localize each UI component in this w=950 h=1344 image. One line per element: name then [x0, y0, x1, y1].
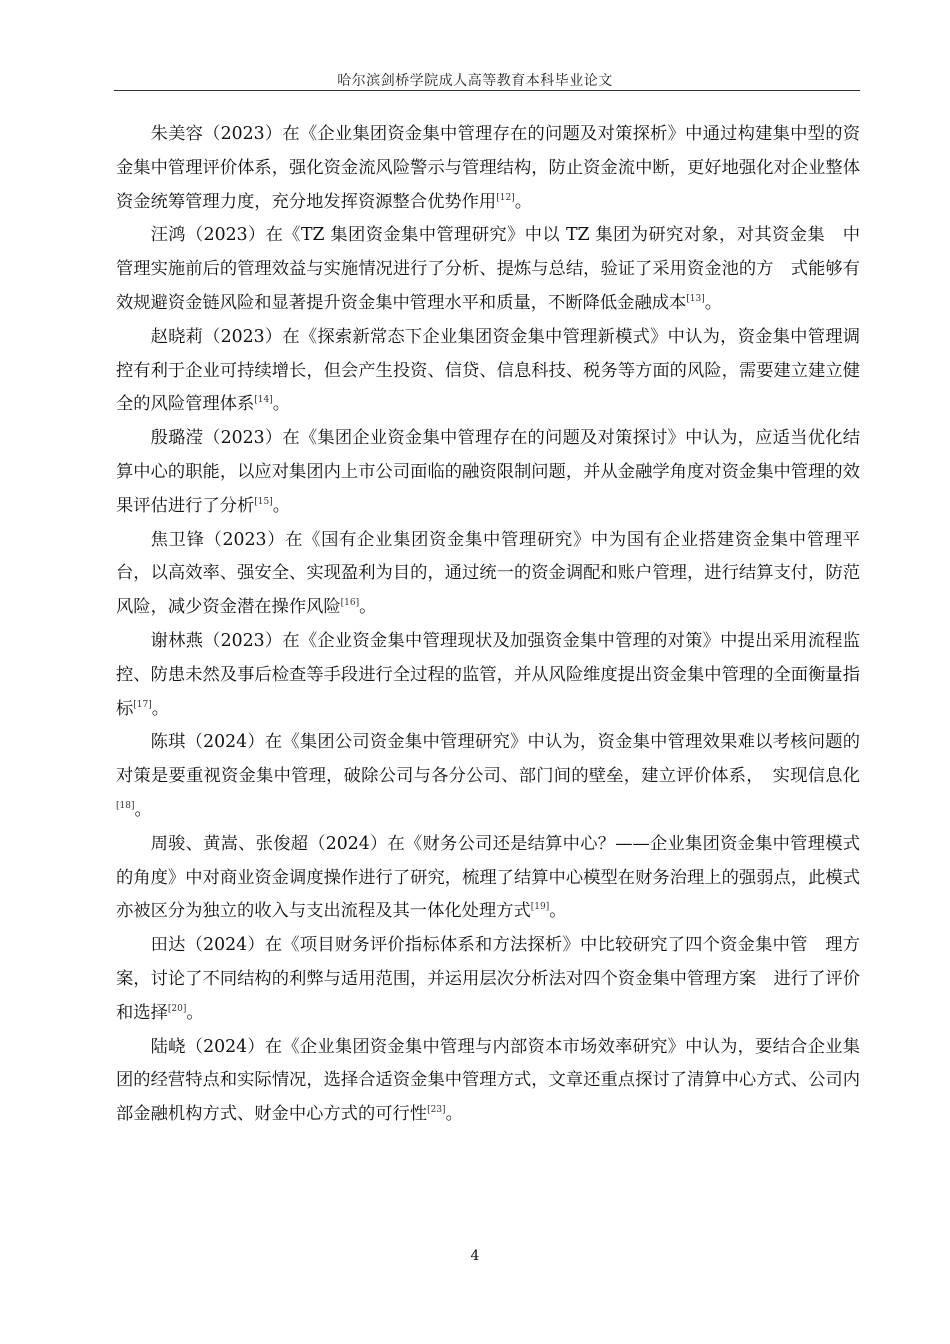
paragraph-text: 赵晓莉（2023）在《探索新常态下企业集团资金集中管理新模式》中认为，资金集中管理调控有利于企业可持续增长，但会产生投资、信贷、信息科技、税务等方面的风险，需要建立建立健全的风险管理体系 [116, 326, 860, 415]
paragraph-end: 。 [359, 597, 377, 618]
paragraph-lu-yao [116, 1031, 860, 1132]
paragraph-end: 。 [445, 1104, 463, 1125]
citation-ref: [13] [686, 293, 705, 304]
paragraph-end: 。 [186, 1002, 204, 1023]
page-number: 4 [470, 1248, 480, 1264]
paragraph-end: 。 [272, 394, 291, 415]
paragraph-text: 朱美容（2023）在《企业集团资金集中管理存在的问题及对策探析》中通过构建集中型的资金集中管理评价体系，强化资金流风险警示与管理结构，防止资金流中断，更好地强化对企业整体资金统筹管理力度，充分地发挥资源整合优势作用 [116, 124, 860, 212]
paragraph-text: 焦卫锋（2023）在《国有企业集团资金集中管理研究》中为国有企业搭建资金集中管理平台，以高效率、强安全、实现盈利为目的，通过统一的资金调配和账户管理，进行结算支付，防范风险，减少资金潜在操作风险 [116, 529, 860, 618]
paragraph-text: 周骏、黄嵩、张俊超（2024）在《财务公司还是结算中心？——企业集团资金集中管理模式的角度》中对商业资金调度操作进行了研究，梳理了结算中心模型在财务治理上的强弱点，此模式亦被区分为独立的收入与支出流程及其一体化处理方式 [116, 833, 860, 922]
paragraph-end: 。 [134, 799, 152, 820]
header-rule [114, 90, 860, 91]
citation-ref: [23] [427, 1105, 446, 1116]
body-text [116, 118, 860, 1132]
paragraph-zhao-xiaoli [116, 321, 860, 422]
citation-ref: [14] [254, 395, 273, 406]
paragraph-wang-hong [116, 219, 860, 320]
paragraph-text: 殷璐滢（2023）在《集团企业资金集中管理存在的问题及对策探讨》中认为，应适当优化结算中心的职能，以应对集团内上市公司面临的融资限制问题，并从金融学角度对资金集中管理的效果评估进行了分析 [116, 428, 860, 516]
citation-ref: [16] [340, 598, 360, 609]
paragraph-zhou-jun [116, 828, 860, 929]
citation-ref: [19] [530, 902, 550, 913]
citation-ref: [18] [116, 800, 135, 811]
citation-ref: [12] [496, 192, 515, 203]
page-header: 哈尔滨剑桥学院成人高等教育本科毕业论文 [337, 73, 613, 89]
citation-ref: [20] [167, 1003, 187, 1014]
paragraph-text: 田达（2024）在《项目财务评价指标体系和方法探析》中比较研究了四个资金集中管 理方案，讨论了不同结构的利弊与适用范围，并运用层次分析法对四个资金集中管理方案 进行了评价和选择 [116, 935, 860, 1023]
citation-ref: [17] [133, 699, 152, 710]
paragraph-text: 陆峣（2024）在《企业集团资金集中管理与内部资本市场效率研究》中认为，要结合企业集团的经营特点和实际情况，选择合适资金集中管理方式，文章还重点探讨了清算中心方式、公司内部金融机构方式、财金中心方式的可行性 [116, 1036, 860, 1125]
paragraph-text: 汪鸿（2023）在《TZ 集团资金集中管理研究》中以 TZ 集团为研究对象，对其资金集 中管理实施前后的管理效益与实施情况进行了分析、提炼与总结，验证了采用资金池的方 式能够有效规避资金链风险和显著提升资金集中管理水平和质量，不断降低金融成本 [116, 225, 860, 313]
paragraph-yin-luying [116, 422, 860, 523]
paragraph-text: 陈琪（2024）在《集团公司资金集中管理研究》中认为，资金集中管理效果难以考核问题的对策是要重视资金集中管理，破除公司与各分公司、部门间的壁垒，建立评价体系， 实现信息化 [116, 732, 860, 787]
paragraph-end: 。 [514, 191, 532, 212]
paragraph-end: 。 [549, 901, 567, 922]
paragraph-chen-qi [116, 726, 860, 827]
paragraph-end: 。 [151, 698, 170, 719]
paragraph-tian-da [116, 929, 860, 1030]
paragraph-end: 。 [272, 495, 291, 516]
paragraph-text: 谢林燕（2023）在《企业资金集中管理现状及加强资金集中管理的对策》中提出采用流程监控、防患未然及事后检查等手段进行全过程的监管，并从风险维度提出资金集中管理的全面衡量指标 [116, 630, 860, 719]
paragraph-end: 。 [704, 292, 723, 313]
citation-ref: [15] [254, 496, 273, 507]
paragraph-zhu-meirong [116, 118, 860, 219]
paragraph-xie-linyan [116, 625, 860, 726]
paragraph-jiao-weifeng [116, 524, 860, 625]
